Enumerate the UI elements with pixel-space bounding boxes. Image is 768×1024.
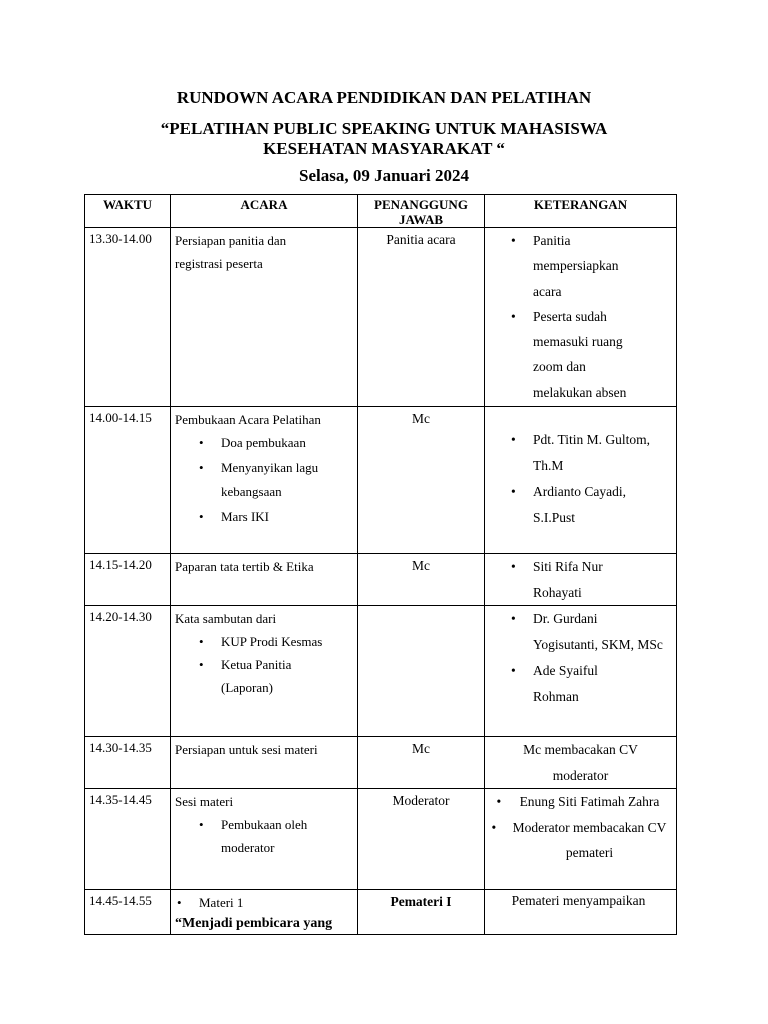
- cell-time: 14.00-14.15: [85, 407, 171, 554]
- table-row: [85, 890, 677, 935]
- acara-text: Persiapan panitia dan registrasi peserta: [175, 233, 287, 271]
- table-row: [85, 606, 677, 737]
- cell-ket: [485, 407, 677, 554]
- list-item: • Panitia mempersiapkan acara: [509, 228, 643, 304]
- cell-time: 14.35-14.45: [85, 789, 171, 890]
- list-item: • KUP Prodi Kesmas: [197, 630, 353, 653]
- cell-pj: Mc: [358, 407, 485, 554]
- header-penanggung-jawab: PENANGGUNG JAWAB: [358, 195, 485, 228]
- table-row: [85, 407, 677, 554]
- event-date: Selasa, 09 Januari 2024: [298, 166, 470, 185]
- table-row: [85, 228, 677, 407]
- list-item: • Doa pembukaan: [197, 431, 353, 456]
- list-item: • Menyanyikan lagu kebangsaan: [197, 456, 341, 505]
- cell-ket: [485, 228, 677, 407]
- rundown-table: [84, 194, 677, 935]
- document-title: RUNDOWN ACARA PENDIDIKAN DAN PELATIHAN: [176, 88, 592, 107]
- table-row: [85, 554, 677, 606]
- list-item: • Mars IKI: [197, 505, 353, 530]
- cell-acara: [171, 554, 358, 606]
- header-waktu: WAKTU: [85, 195, 171, 228]
- acara-title: “Menjadi pembicara yang: [175, 916, 333, 931]
- cell-pj: Pemateri I: [358, 890, 485, 935]
- table-header-row: [85, 195, 677, 228]
- cell-acara: [171, 890, 358, 935]
- header-keterangan: KETERANGAN: [485, 195, 677, 228]
- acara-text: Pembukaan Acara Pelatihan: [175, 412, 321, 427]
- event-title-line-1: “PELATIHAN PUBLIC SPEAKING UNTUK MAHASISWA: [160, 119, 608, 138]
- cell-ket: [485, 606, 677, 737]
- cell-time: 14.45-14.55: [85, 890, 171, 935]
- table-row: [85, 737, 677, 789]
- table-row: [85, 789, 677, 890]
- list-item: • Materi 1: [175, 891, 353, 914]
- cell-acara: [171, 606, 358, 737]
- acara-text: Kata sambutan dari: [175, 611, 277, 626]
- list-item: • Siti Rifa Nur Rohayati: [509, 554, 643, 605]
- cell-acara: [171, 737, 358, 789]
- cell-time: 13.30-14.00: [85, 228, 171, 407]
- cell-pj: Moderator: [358, 789, 485, 890]
- event-title-line-2: KESEHATAN MASYARAKAT “: [263, 139, 505, 158]
- cell-pj: Panitia acara: [358, 228, 485, 407]
- list-item: • Pdt. Titin M. Gultom, Th.M: [509, 427, 658, 479]
- ket-text: Pemateri menyampaikan: [511, 893, 646, 908]
- cell-ket: [485, 890, 677, 935]
- list-item: • Ardianto Cayadi, S.I.Pust: [509, 479, 663, 531]
- cell-time: 14.15-14.20: [85, 554, 171, 606]
- cell-ket: [485, 554, 677, 606]
- cell-time: 14.20-14.30: [85, 606, 171, 737]
- list-item: • Peserta sudah memasuki ruang zoom dan melakukan absen: [509, 304, 643, 405]
- list-item: • Dr. Gurdani Yogisutanti, SKM, MSc: [509, 606, 663, 658]
- acara-text: Sesi materi: [175, 794, 234, 809]
- header-acara: ACARA: [171, 195, 358, 228]
- list-item: • Ketua Panitia (Laporan): [197, 653, 321, 699]
- list-item: • Ade Syaiful Rohman: [509, 658, 643, 710]
- list-item: • Moderator membacakan CV pemateri: [492, 815, 670, 866]
- cell-acara: [171, 407, 358, 554]
- list-item: • Enung Siti Fatimah Zahra: [497, 789, 665, 815]
- acara-text: Persiapan untuk sesi materi: [175, 742, 318, 757]
- cell-ket: [485, 737, 677, 789]
- cell-ket: [485, 789, 677, 890]
- cell-pj: Mc: [358, 554, 485, 606]
- cell-time: 14.30-14.35: [85, 737, 171, 789]
- cell-pj: Mc: [358, 737, 485, 789]
- list-item: • Pembukaan oleh moderator: [197, 813, 331, 859]
- ket-text: Mc membacakan CV moderator: [523, 742, 638, 783]
- cell-acara: [171, 228, 358, 407]
- cell-pj: [358, 606, 485, 737]
- cell-acara: [171, 789, 358, 890]
- acara-text: Paparan tata tertib & Etika: [175, 559, 314, 574]
